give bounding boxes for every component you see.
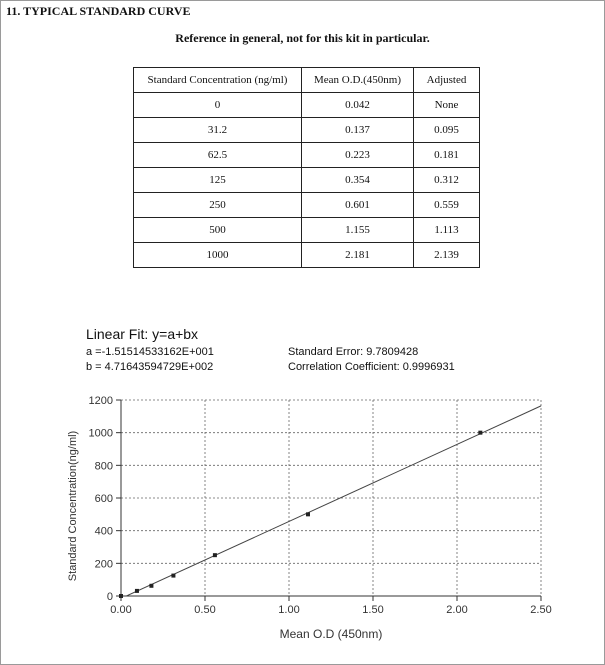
cell-mean-od: 1.155 (302, 218, 414, 243)
x-tick-label: 2.50 (530, 604, 552, 616)
cell-mean-od: 0.601 (302, 193, 414, 218)
cell-mean-od: 0.354 (302, 168, 414, 193)
y-tick-label: 800 (94, 460, 113, 473)
x-tick-label: 1.50 (362, 604, 384, 616)
cell-adjusted: 1.113 (414, 218, 480, 243)
cell-concentration: 31.2 (134, 118, 302, 143)
chart-ticks (89, 395, 552, 616)
y-tick-label: 400 (94, 525, 113, 538)
subtitle: Reference in general, not for this kit in particular. (175, 31, 430, 45)
data-point (119, 594, 123, 598)
y-tick-label: 200 (94, 558, 113, 571)
cell-mean-od: 0.223 (302, 143, 414, 168)
cell-adjusted: 0.312 (414, 168, 480, 193)
cell-adjusted: None (414, 93, 480, 118)
data-point (478, 431, 482, 435)
x-tick-label: 1.00 (278, 604, 300, 616)
header-concentration: Standard Concentration (ng/ml) (134, 68, 302, 93)
data-point (213, 553, 217, 557)
y-tick-label: 1200 (88, 395, 113, 407)
x-tick-label: 2.00 (446, 604, 468, 616)
fit-b-value: b = 4.71643594729E+002 (86, 361, 214, 373)
header-adjusted: Adjusted (414, 68, 480, 93)
cell-mean-od: 0.137 (302, 118, 414, 143)
fit-a-value: a =-1.51514533162E+001 (86, 346, 214, 358)
y-tick-label: 0 (106, 591, 113, 603)
chart-grid (121, 400, 541, 596)
y-tick-label: 600 (94, 493, 113, 505)
fit-standard-error: Standard Error: 9.7809428 (288, 346, 419, 358)
y-axis-label: Standard Concentration(ng/ml) (67, 430, 79, 582)
cell-concentration: 500 (134, 218, 302, 243)
cell-mean-od: 2.181 (302, 243, 414, 268)
cell-mean-od: 0.042 (302, 93, 414, 118)
fit-title: Linear Fit: y=a+bx (86, 326, 199, 342)
data-point (306, 512, 310, 516)
x-tick-label: 0.50 (194, 604, 216, 616)
cell-concentration: 250 (134, 193, 302, 218)
data-point (135, 589, 139, 593)
cell-concentration: 0 (134, 93, 302, 118)
cell-concentration: 62.5 (134, 143, 302, 168)
cell-concentration: 1000 (134, 243, 302, 268)
cell-adjusted: 0.181 (414, 143, 480, 168)
x-axis-label: Mean O.D (450nm) (279, 627, 383, 641)
cell-adjusted: 2.139 (414, 243, 480, 268)
data-point (149, 584, 153, 588)
y-tick-label: 1000 (88, 427, 113, 440)
data-point (171, 574, 175, 578)
section-title: 11. TYPICAL STANDARD CURVE (6, 4, 191, 18)
header-mean-od: Mean O.D.(450nm) (302, 68, 414, 93)
cell-concentration: 125 (134, 168, 302, 193)
cell-adjusted: 0.095 (414, 118, 480, 143)
chart-points (119, 431, 482, 598)
cell-adjusted: 0.559 (414, 193, 480, 218)
x-tick-label: 0.00 (110, 604, 132, 616)
fit-correlation: Correlation Coefficient: 0.9996931 (288, 361, 455, 373)
